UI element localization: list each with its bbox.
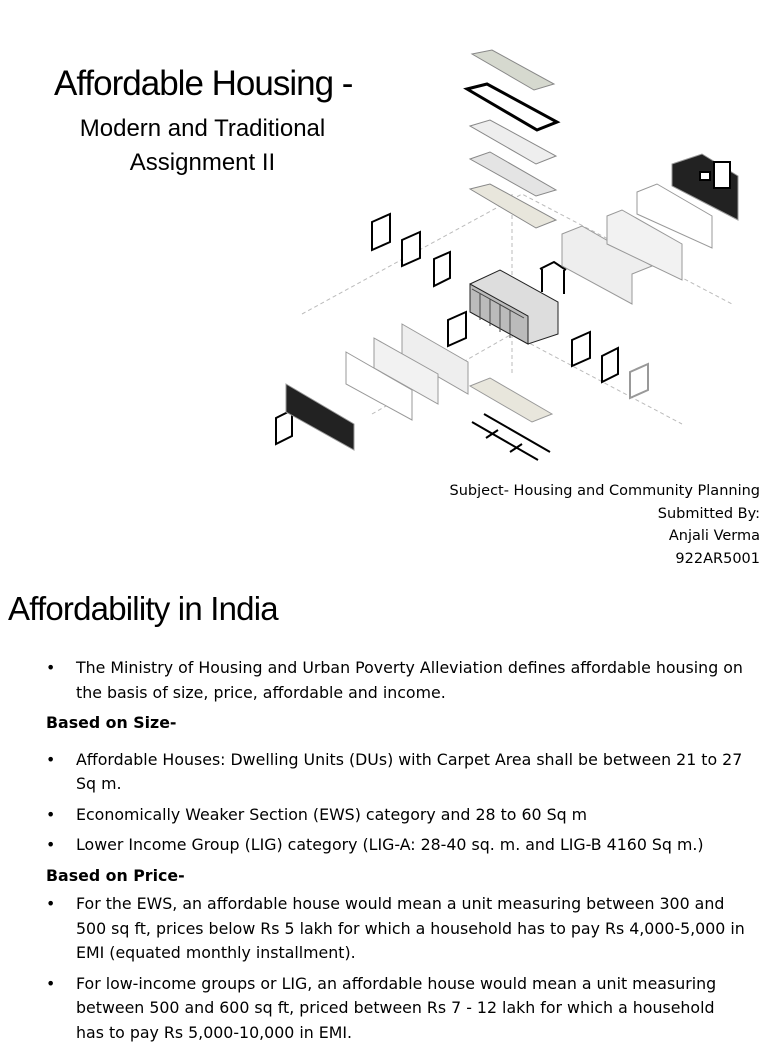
submitted-by-label: Submitted By: bbox=[657, 505, 760, 522]
section-body bbox=[46, 656, 746, 1051]
size-subheading: Based on Size- bbox=[46, 713, 177, 732]
list-item: • Lower Income Group (LIG) category (LIG-A: 28-40 sq. m. and LIG-B 4160 Sq m.) bbox=[46, 833, 746, 858]
list-item: • Economically Weaker Section (EWS) category and 28 to 60 Sq m bbox=[46, 803, 746, 828]
list-item: • Affordable Houses: Dwelling Units (DUs) with Carpet Area shall be between 21 to 27 Sq m. bbox=[46, 748, 746, 797]
document-title: Affordable Housing - bbox=[54, 64, 353, 103]
subject-line: Subject- Housing and Community Planning bbox=[449, 483, 760, 499]
author-name: Anjali Verma bbox=[668, 528, 760, 544]
roll-number: 922AR5001 bbox=[675, 550, 760, 567]
list-item: • The Ministry of Housing and Urban Poverty Alleviation defines affordable housing on the basis of size, price, affordable and income. bbox=[46, 656, 746, 705]
list-item: • For the EWS, an affordable house would mean a unit measuring between 300 and 500 sq ft, prices below Rs 5 lakh for which a household has to pay Rs 4,000-5,000 in EMI (equated monthly installment). bbox=[46, 892, 746, 966]
price-subheading: Based on Price- bbox=[46, 865, 185, 885]
subtitle-line: Assignment II bbox=[129, 149, 276, 176]
list-item: • For low-income groups or LIG, an affordable house would mean a unit measuring between 500 and 600 sq ft, priced between Rs 7 - 12 lakh for which a household has to pay Rs 5,000-10,000 in EMI. bbox=[46, 972, 746, 1046]
subtitle-line: Modern and Traditional bbox=[79, 115, 326, 142]
exploded-house-illustration bbox=[262, 44, 762, 474]
submission-details bbox=[450, 480, 760, 570]
section-heading: Affordability in India bbox=[8, 590, 278, 627]
